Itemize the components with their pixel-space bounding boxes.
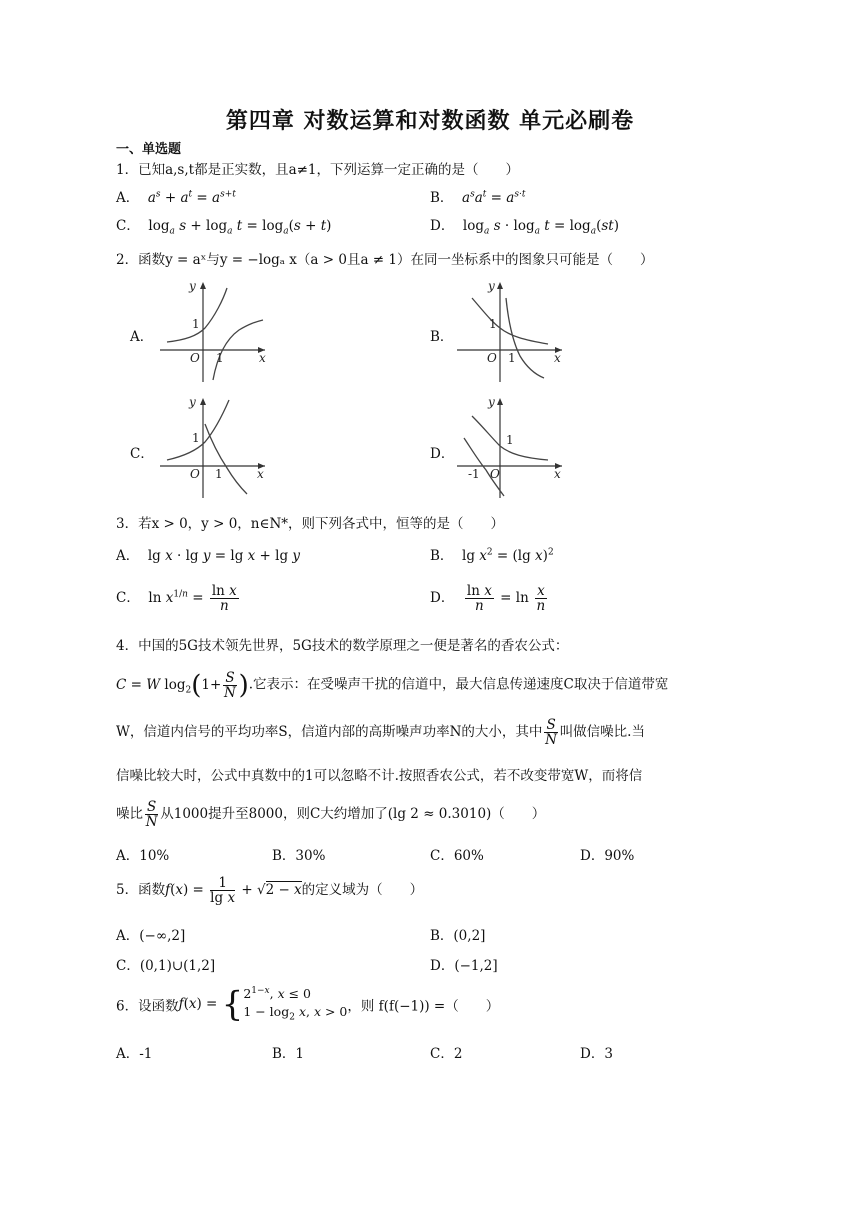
q3-option-d[interactable] [430,584,549,613]
q2-b-one-y: 1 [489,317,497,331]
q4-line5-tail: 从1000提升至8000，则C大约增加了(lg 2 ≈ 0.3010)（ ） [160,806,546,822]
q2-option-d-label[interactable]: D． [430,446,455,462]
q2-b-axis-x: x [554,351,561,365]
q2-a-axis-x: x [259,351,266,365]
q2-d-neg-one: -1 [468,467,480,481]
q2-a-one-y: 1 [192,317,200,331]
q2-d-origin: O [490,467,500,481]
q2-option-c-label[interactable]: C． [130,446,154,462]
q4-snr-fraction-2: $\frac{S}{N}$ [145,799,158,830]
q1-option-c[interactable] [116,214,331,237]
q2-graph-b [452,278,572,390]
q2-c-one-x: 1 [215,467,223,481]
q5-option-c[interactable]: C．(0,1)∪(1,2] [116,958,216,974]
q2-a-origin: O [190,351,200,365]
q4-snr-fraction: $\frac{S}{N}$ [545,717,557,748]
q2-graph-d [452,394,572,506]
q1-option-b-formula: $a^sa^t = a^{s\cdot t}$ [462,189,526,206]
q3-option-c-label: C． [116,590,140,606]
q4-line4: 信噪比较大时，公式中真数中的1可以忽略不计.按照香农公式，若不改变带宽W，而将信 [116,768,643,784]
q1-option-b-label: B． [430,190,454,206]
q6-option-a[interactable]: A．-1 [116,1046,153,1062]
q1-option-d-formula: $\log_a s \cdot \log_a t = \log_a(st)$ [458,218,619,237]
q3-option-b[interactable] [430,544,554,564]
q6-piecewise-formula: f(x) = { $2^{1-x}$, x ≤ 0 $1 - \log_2 x$, x > 0 [178,984,348,1025]
q2-d-one-y: 1 [506,433,514,447]
q3-stem: 3．若x > 0，y > 0，n∈N*，则下列各式中，恒等的是（ ） [116,516,505,532]
q4-shannon-formula: C = W $\log_2(1+$ $\frac{S}{N}$ ) [116,669,249,701]
q3-option-a-formula: lg x · lg y = lg x + lg y [143,548,301,564]
q4-line3-head: W，信道内信号的平均功率S，信道内部的高斯噪声功率N的大小，其中 [116,724,543,740]
q6-stem-head: 6．设函数 [116,998,179,1015]
q4-line2-text: .它表示：在受噪声干扰的信道中，最大信息传递速度C取决于信道带宽 [248,676,669,693]
q2-graph-c [155,394,275,506]
q1-option-c-label: C． [116,218,140,234]
q6-option-b[interactable]: B．1 [272,1046,305,1062]
q2-d-axis-y: y [488,395,495,409]
q4-line2 [116,670,668,700]
q6-option-d[interactable]: D．3 [580,1046,613,1062]
q3-option-c-formula: $\ln x^{1/n}$ = $\frac{\text{ln x}}{n}$ [144,583,237,614]
q2-d-axis-x: x [554,467,561,481]
page-title: 第四章 对数运算和对数函数 单元必刷卷 [225,108,635,134]
q4-line1: 4．中国的5G技术领先世界，5G技术的数学原理之一便是著名的香农公式： [116,638,569,654]
q2-b-one-x: 1 [508,351,516,365]
q3-option-d-label: D． [430,590,455,606]
q3-option-a[interactable] [116,544,300,564]
q6-stem-tail: ，则 f(f(−1)) =（ ） [347,998,500,1015]
q4-line5-head: 噪比 [116,806,143,822]
q2-stem: 2．函数y = aˣ与y = −logₐ x（a > 0且a ≠ 1）在同一坐标系中的图象只可能是（ ） [116,252,654,268]
q1-option-a-formula: $a^s + a^t = a^{s+t}$ [147,189,236,206]
q5-function-formula: f(x) = $\frac{1}{\text{lg x}}$ + √2 − x [165,875,302,906]
q4-line3-tail: 叫做信噪比.当 [559,724,645,740]
q3-option-d-formula: $\frac{\text{ln x}}{n}$ = ln $\frac{x}{n}$ [466,583,546,614]
q1-option-a-label: A． [116,190,140,206]
q4-line5 [116,800,545,829]
q3-option-a-label: A． [116,548,140,564]
section-heading: 一、单选题 [116,142,182,157]
q2-option-a-label[interactable]: A． [130,329,154,345]
q4-option-a[interactable]: A．10% [116,848,170,864]
q2-a-axis-y: y [189,279,196,293]
q2-c-axis-x: x [257,467,264,481]
q2-option-b-label[interactable]: B． [430,329,454,345]
q2-b-axis-y: y [488,279,495,293]
q6-option-c[interactable]: C．2 [430,1046,463,1062]
q4-line3 [116,718,645,747]
q2-graph-a [155,278,275,390]
q6-stem [116,982,499,1027]
q3-option-b-label: B． [430,548,454,564]
q3-option-b-formula: $\lg x^2 = (\lg$ x)$^2$ [457,547,554,564]
q2-b-origin: O [487,351,497,365]
q5-stem-head: 5．函数 [116,882,166,898]
q4-option-d[interactable]: D．90% [580,848,635,864]
q1-option-d[interactable] [430,214,619,237]
q1-option-d-label: D． [430,218,455,234]
q5-option-a[interactable]: A．(−∞,2] [116,928,186,944]
q5-option-d[interactable]: D．(−1,2] [430,958,498,974]
q2-a-one-x: 1 [216,351,224,365]
q5-stem [116,876,423,905]
q1-stem: 1．已知a,s,t都是正实数，且a≠1，下列运算一定正确的是（ ） [116,162,520,178]
q2-c-one-y: 1 [192,431,200,445]
q3-option-c[interactable] [116,584,241,613]
q2-c-origin: O [190,467,200,481]
q5-option-b[interactable]: B．(0,2] [430,928,486,944]
q2-c-axis-y: y [189,395,196,409]
q5-stem-tail: 的定义域为（ ） [301,882,424,898]
q1-option-b[interactable] [430,186,525,206]
q1-option-c-formula: $\log_a s + \log_a t = \log_a(s + t)$ [144,218,332,237]
q1-option-a[interactable] [116,186,236,206]
q4-option-c[interactable]: C．60% [430,848,484,864]
q4-option-b[interactable]: B．30% [272,848,326,864]
